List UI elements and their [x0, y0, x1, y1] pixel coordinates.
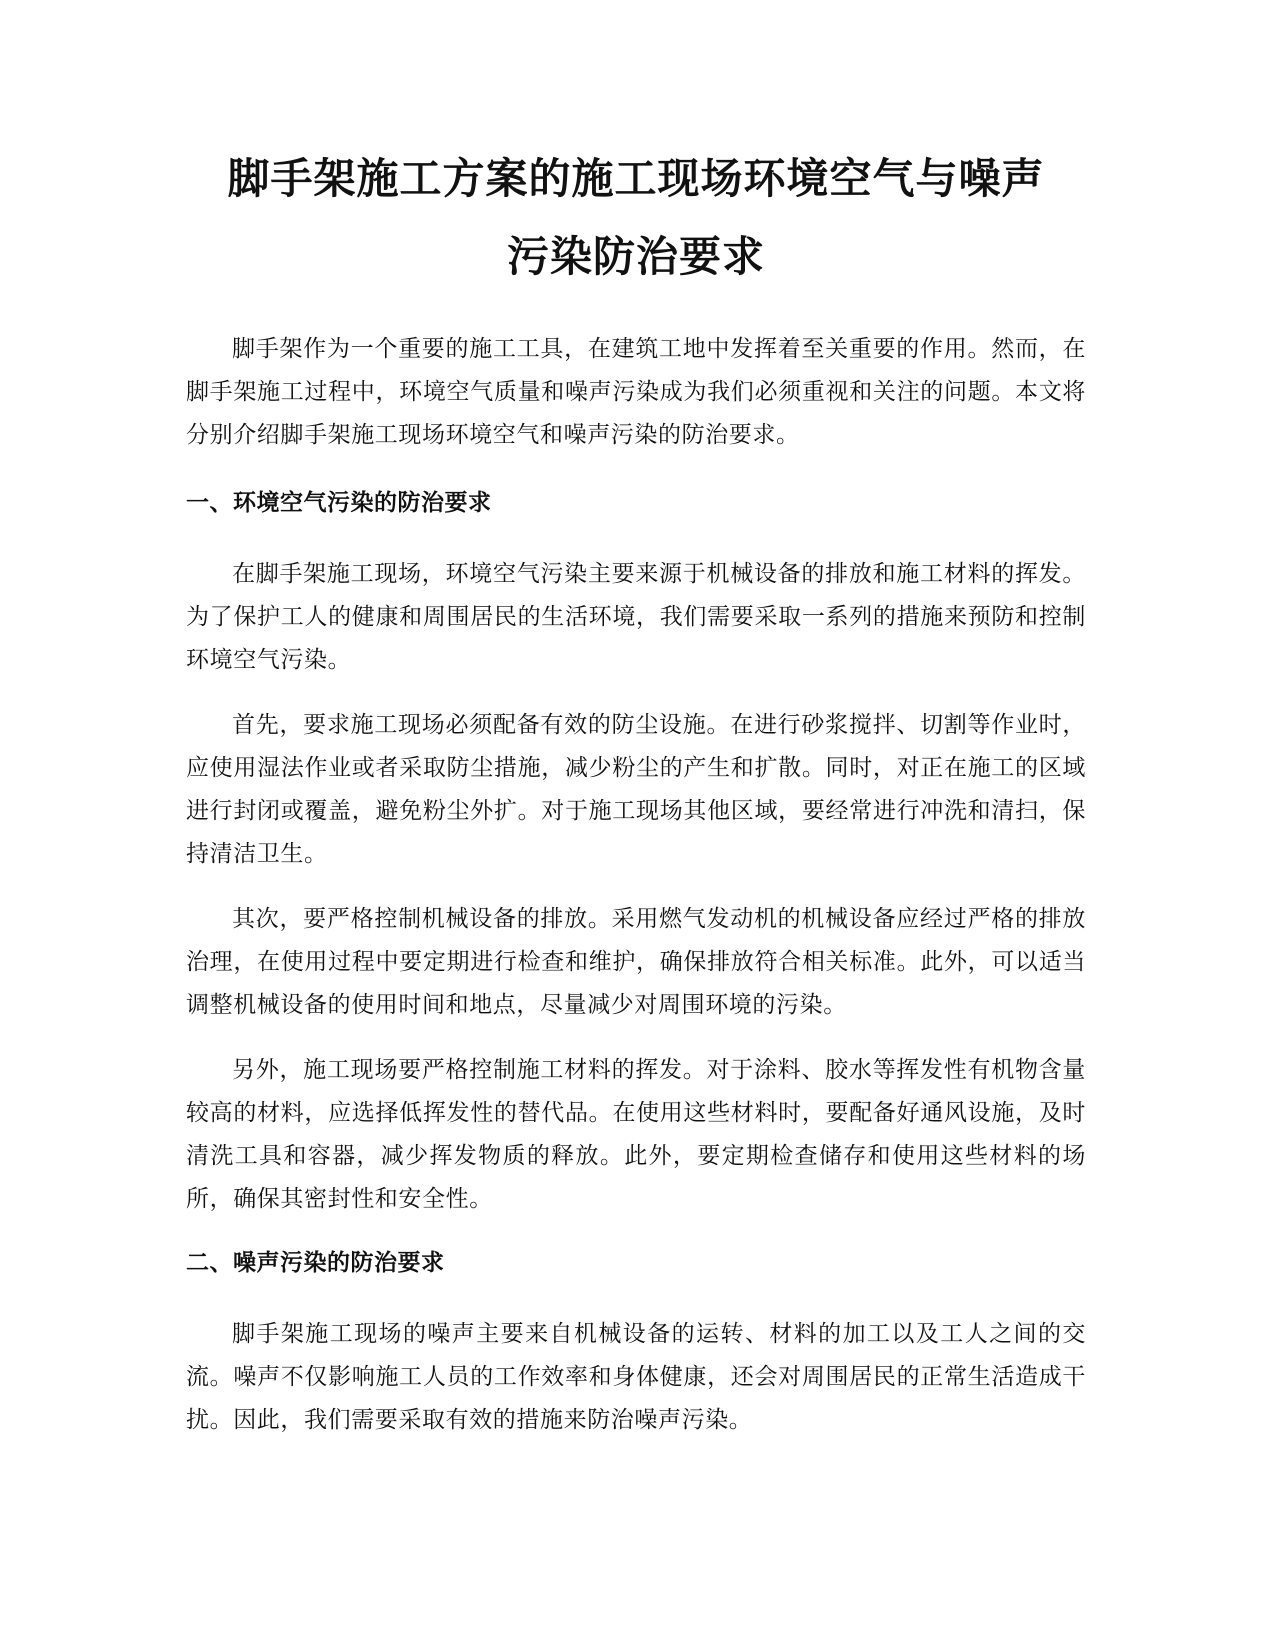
document-title [186, 140, 1086, 296]
section-heading-air-pollution: 一、环境空气污染的防治要求 [186, 490, 492, 516]
noise-pollution-paragraph-1: 脚手架施工现场的噪声主要来自机械设备的运转、材料的加工以及工人之间的交流。噪声不仅影响施工人员的工作效率和身体健康，还会对周围居民的正常生活造成干扰。因此，我们需要采取有效的措施来防治噪声污染。 [186, 1321, 1086, 1433]
document-title-line-1: 脚手架施工方案的施工现场环境空气与噪声 [227, 154, 1045, 203]
air-pollution-paragraph-2: 首先，要求施工现场必须配备有效的防尘设施。在进行砂浆搅拌、切割等作业时，应使用湿法作业或者采取防尘措施，减少粉尘的产生和扩散。同时，对正在施工的区域进行封闭或覆盖，避免粉尘外扩。对于施工现场其他区域，要经常进行冲洗和清扫，保持清洁卫生。 [186, 712, 1086, 867]
air-pollution-paragraph-4: 另外，施工现场要严格控制施工材料的挥发。对于涂料、胶水等挥发性有机物含量较高的材料，应选择低挥发性的替代品。在使用这些材料时，要配备好通风设施，及时清洗工具和容器，减少挥发物质的释放。此外，要定期检查储存和使用这些材料的场所，确保其密封性和安全性。 [186, 1057, 1086, 1212]
document-title-line-2: 污染防治要求 [506, 232, 765, 281]
section-heading-noise-pollution: 二、噪声污染的防治要求 [186, 1250, 445, 1276]
air-pollution-paragraph-1: 在脚手架施工现场，环境空气污染主要来源于机械设备的排放和施工材料的挥发。为了保护工人的健康和周围居民的生活环境，我们需要采取一系列的措施来预防和控制环境空气污染。 [186, 561, 1086, 673]
document-page [186, 140, 1086, 1442]
intro-paragraph: 脚手架作为一个重要的施工工具，在建筑工地中发挥着至关重要的作用。然而，在脚手架施工过程中，环境空气质量和噪声污染成为我们必须重视和关注的问题。本文将分别介绍脚手架施工现场环境空气和噪声污染的防治要求。 [186, 336, 1086, 448]
air-pollution-paragraph-3: 其次，要严格控制机械设备的排放。采用燃气发动机的机械设备应经过严格的排放治理，在使用过程中要定期进行检查和维护，确保排放符合相关标准。此外，可以适当调整机械设备的使用时间和地点，尽量减少对周围环境的污染。 [186, 906, 1086, 1018]
